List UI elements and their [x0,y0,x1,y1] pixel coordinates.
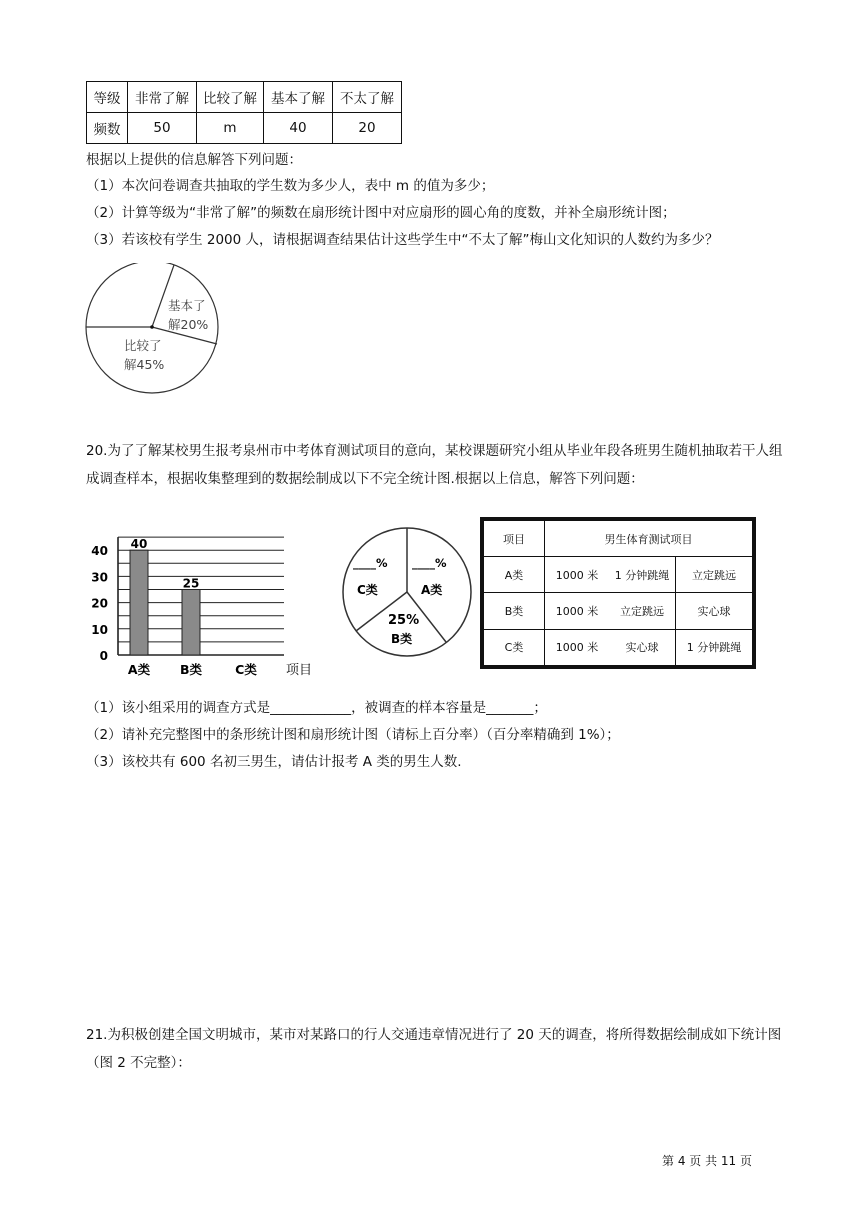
pie-blank-right: ____% [412,556,447,570]
bar-data-label: 25 [182,576,200,591]
x-category-label: A类 [127,662,151,677]
y-tick-label: 20 [91,596,108,611]
pie-label-b: B类 [391,632,413,646]
table-cell: 40 [264,113,333,144]
q20-pie-chart [341,527,477,661]
table-cell: 基本了解 [264,82,333,113]
sports-items-table [480,517,756,669]
x-category-label: C类 [235,662,257,677]
pie-label-compare-1: 比较了 [124,338,162,353]
bar-data-label: 40 [130,537,148,552]
q20-stem: 20.为了了解某校男生报考泉州市中考体育测试项目的意向，某校课题研究小组从毕业年段各班男生随机抽取若干人组成调查样本，根据收集整理到的数据绘制成以下不完全统计图.根据以上信息，解答下列问题： [86,443,783,487]
table-cell: 50 [128,113,197,144]
q20-part1: （1）该小组采用的调查方式是____________，被调查的样本容量是_______； [86,700,547,716]
table-cell: 非常了解 [128,82,197,113]
pie-label-basic-1: 基本了 [168,298,206,313]
x-category-label: B类 [179,662,203,677]
table-row [87,113,402,144]
table-row [484,521,753,557]
q19-intro: 根据以上提供的信息解答下列问题： [86,152,302,168]
y-tick-label: 30 [91,570,108,585]
table-cell: B类 [484,593,545,629]
table-cell: 1000 米 [545,593,610,629]
table-row [484,593,753,629]
table-cell: 比较了解 [197,82,264,113]
y-tick-label: 10 [91,622,108,637]
pie-label-c: C类 [357,583,378,597]
table-row [484,557,753,593]
q19-pie-chart [84,263,224,399]
q20-bar-chart [88,527,318,677]
table-cell: 频数 [87,113,128,144]
table-cell: m [197,113,264,144]
table-cell: 等级 [87,82,128,113]
bar-x-axis-label: 项目 [286,663,313,677]
q19-part3: （3）若该校有学生 2000 人，请根据调查结果估计这些学生中“不太了解”梅山文化知识的人数约为多少？ [86,232,719,248]
pie-label-b-pct: 25% [388,613,420,628]
q19-part2: （2）计算等级为“非常了解”的频数在扇形统计图中对应扇形的圆心角的度数，并补全扇形统计图； [86,205,676,221]
table-header-cell: 男生体育测试项目 [545,521,753,557]
table-cell: 实心球 [609,629,676,665]
table-cell: C类 [484,629,545,665]
table-cell: 1000 米 [545,557,610,593]
table-cell: 1000 米 [545,629,610,665]
table-cell: 20 [333,113,402,144]
pie-label-a: A类 [421,583,443,597]
table-cell: 实心球 [676,593,753,629]
table-cell: 不太了解 [333,82,402,113]
table-cell: 1 分钟跳绳 [676,629,753,665]
table-cell: 立定跳远 [676,557,753,593]
grade-frequency-table [86,81,402,144]
table-row [484,629,753,665]
table-row [87,82,402,113]
bar-0 [130,550,148,655]
q21-stem: 21.为积极创建全国文明城市，某市对某路口的行人交通违章情况进行了 20 天的调查，将所得数据绘制成如下统计图（图 2 不完整）： [86,1027,782,1071]
q20-part2: （2）请补充完整图中的条形统计图和扇形统计图（请标上百分率）（百分率精确到 1%）； [86,727,620,743]
pie-center [150,325,154,329]
table-cell: A类 [484,557,545,593]
page-footer: 第 4 页 共 11 页 [662,1154,752,1168]
pie-blank-left: ____% [353,556,388,570]
pie-label-compare-2: 解45% [124,357,165,372]
table-cell: 1 分钟跳绳 [609,557,676,593]
q19-part1: （1）本次问卷调查共抽取的学生数为多少人，表中 m 的值为多少； [86,178,495,194]
q20-part3: （3）该校共有 600 名初三男生，请估计报考 A 类的男生人数. [86,754,462,770]
bar-chart-ticks [91,544,108,663]
y-tick-label: 0 [99,649,108,663]
pie-label-basic-2: 解20% [168,317,209,332]
bar-1 [182,590,200,656]
y-tick-label: 40 [91,544,108,559]
table-cell: 立定跳远 [609,593,676,629]
table-header-cell: 项目 [484,521,545,557]
